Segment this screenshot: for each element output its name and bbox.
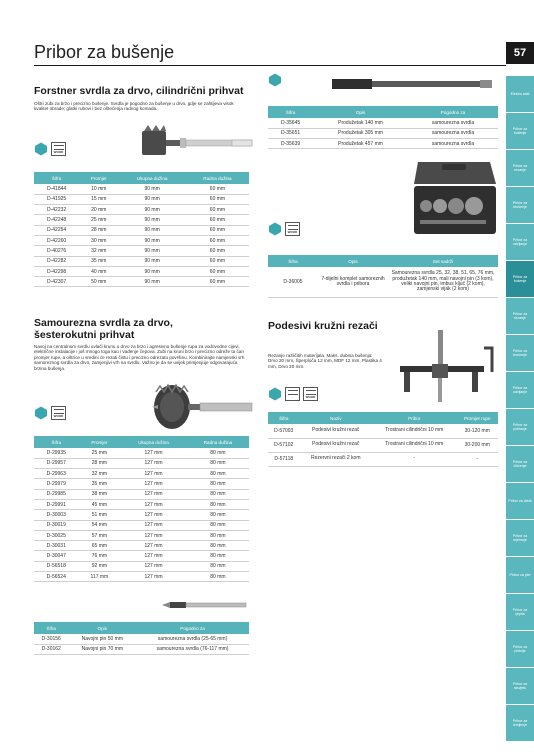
cell-code: D-30156: [34, 634, 69, 644]
column-header: Promjer rupe: [456, 412, 498, 424]
wood-material-icon: ·: [285, 387, 300, 401]
table-row: [268, 424, 498, 438]
threaded-pin-table: [34, 622, 249, 655]
cell-total-length: 90 mm: [118, 215, 186, 225]
column-header: Šifra: [268, 255, 318, 267]
cell-diameter: 92 mm: [79, 561, 121, 571]
cell-working-length: 60 mm: [186, 205, 249, 215]
column-header: Ukupna dužina: [118, 172, 186, 184]
wood-material-icon: WOOD: [51, 406, 66, 420]
side-tab[interactable]: Pribor za rasvjetu: [506, 668, 534, 704]
table-row: [34, 448, 249, 458]
cell-total-length: 90 mm: [118, 256, 186, 266]
cell-working-length: 80 mm: [187, 499, 249, 509]
column-header: Promjer: [79, 172, 118, 184]
table-row: [34, 194, 249, 204]
cell-total-length: 127 mm: [120, 458, 187, 468]
cell-total-length: 127 mm: [120, 530, 187, 540]
table-row: [34, 479, 249, 489]
cell-code: D-30003: [34, 510, 79, 520]
cell-total-length: 127 mm: [120, 551, 187, 561]
cell-working-length: 60 mm: [186, 266, 249, 276]
column-header: Pogodno za: [136, 622, 249, 634]
cell-diameter: 51 mm: [79, 510, 121, 520]
table-row: [34, 644, 249, 654]
drill-set-case-image: [412, 160, 498, 238]
table-row: [268, 452, 498, 466]
forstner-table: [34, 172, 249, 287]
cell-code: D-29935: [34, 448, 79, 458]
table-row: [34, 499, 249, 509]
side-tab[interactable]: Pribor za dleta: [506, 483, 534, 519]
column-header: Opis: [313, 106, 408, 118]
cell-accessory: Trostrani cilindrični 10 mm: [372, 424, 456, 438]
column-header: Radna dužina: [186, 172, 249, 184]
cell-working-length: 80 mm: [187, 520, 249, 530]
cell-working-length: 80 mm: [187, 541, 249, 551]
cell-hole-diameter: 30-120 mm: [456, 424, 498, 438]
cell-description: 7-dijelni komplet samoreznih svrdla i pribora: [318, 267, 388, 297]
cell-total-length: 90 mm: [118, 246, 186, 256]
column-header: Šifra: [34, 436, 79, 448]
cell-diameter: 40 mm: [79, 266, 118, 276]
table-row: [34, 530, 249, 540]
cell-working-length: 80 mm: [187, 489, 249, 499]
column-header: Šifra: [34, 622, 69, 634]
set-icons: [268, 222, 300, 236]
cell-code: D-42307: [34, 277, 79, 287]
cell-code: D-57118: [268, 452, 299, 466]
cell-code: D-30047: [34, 551, 79, 561]
cell-code: D-35639: [268, 139, 313, 149]
self-feed-title: Samourezna svrdla za drvo, šesterokutni prihvat: [34, 317, 173, 341]
side-tab-active[interactable]: Pribor za bušenje: [506, 261, 534, 297]
side-tab[interactable]: Pribor za brušenje: [506, 187, 534, 223]
cell-suitable-for: samourezna svrdla (25-65 mm): [136, 634, 249, 644]
set-table: [268, 255, 498, 298]
table-row: [268, 118, 498, 128]
side-tab[interactable]: Elektro alati: [506, 76, 534, 112]
column-header: Naziv: [299, 412, 372, 424]
cell-total-length: 127 mm: [120, 469, 187, 479]
forstner-bit-image: [140, 123, 260, 163]
table-row: [34, 205, 249, 215]
cell-description: Navojni pin 70 mm: [69, 644, 137, 654]
table-row: [34, 572, 249, 582]
cell-name: Podesivi kružni rezač: [299, 438, 372, 452]
cell-name: Rezervni rezači 2 kom: [299, 452, 372, 466]
table-row: [268, 438, 498, 452]
cell-total-length: 90 mm: [118, 235, 186, 245]
extension-bar-image: [330, 76, 498, 92]
table-row: [34, 458, 249, 468]
cell-code: D-57093: [268, 424, 299, 438]
table-row: [34, 277, 249, 287]
side-tab[interactable]: Pribor za mjerenje: [506, 520, 534, 556]
table-row: [34, 256, 249, 266]
table-row: [34, 551, 249, 561]
cell-diameter: 76 mm: [79, 551, 121, 561]
side-tab[interactable]: Pribor za rezanje: [506, 150, 534, 186]
table-header-row: [34, 436, 249, 448]
cell-code: D-42232: [34, 205, 79, 215]
column-header: Pogodno za: [408, 106, 498, 118]
table-row: [34, 561, 249, 571]
cell-working-length: 60 mm: [186, 256, 249, 266]
self-feed-bit-image: [150, 382, 260, 432]
table-row: [34, 520, 249, 530]
side-tab[interactable]: Pribor za odvijanje: [506, 224, 534, 260]
extension-icons: [268, 73, 282, 87]
column-header: Opis: [69, 622, 137, 634]
cell-diameter: 25 mm: [79, 215, 118, 225]
cell-total-length: 127 mm: [120, 520, 187, 530]
table-row: [34, 266, 249, 276]
column-header: Šifra: [34, 172, 79, 184]
circle-cutter-table: [268, 412, 498, 467]
table-row: [268, 139, 498, 149]
cell-code: D-29963: [34, 469, 79, 479]
cell-diameter: 57 mm: [79, 530, 121, 540]
side-tab[interactable]: Pribor za brušenje: [506, 335, 534, 371]
cell-diameter: 45 mm: [79, 499, 121, 509]
threaded-pin-image: [160, 596, 250, 614]
forstner-title: Forstner svrdla za drvo, cilindrični prihvat: [34, 85, 244, 97]
cell-working-length: 80 mm: [187, 510, 249, 520]
cell-code: D-29979: [34, 479, 79, 489]
side-tab[interactable]: Pribor za bušenje: [506, 113, 534, 149]
side-tab[interactable]: Pribor za čišćenje: [506, 446, 534, 482]
cell-total-length: 127 mm: [120, 541, 187, 551]
cell-code: D-30031: [34, 541, 79, 551]
cell-total-length: 127 mm: [120, 510, 187, 520]
column-header: Set sadrži: [388, 255, 498, 267]
cell-total-length: 127 mm: [120, 561, 187, 571]
cell-diameter: 20 mm: [79, 205, 118, 215]
table-row: [34, 634, 249, 644]
cell-diameter: 35 mm: [79, 256, 118, 266]
cell-diameter: 117 mm: [79, 572, 121, 582]
table-header-row: [268, 412, 498, 424]
side-tab[interactable]: Pribor za poliranje: [506, 409, 534, 445]
cell-code: D-30019: [34, 520, 79, 530]
side-tab[interactable]: Pribor za ljepila: [506, 594, 534, 630]
circle-cutter-description: Rezanje različitih materijala. Maks. dubina bušenja: Drvo 20 mm, Šperploča 12 mm, MDF 12 mm, Plastika 4 mm, Drvo 20 mm.: [268, 353, 382, 369]
cell-diameter: 50 mm: [79, 277, 118, 287]
table-row: [34, 246, 249, 256]
cell-total-length: 127 mm: [120, 448, 187, 458]
column-header: Promjer: [79, 436, 121, 448]
wood-material-icon: WOOD: [303, 387, 318, 401]
page-number: 57: [506, 42, 534, 64]
cell-working-length: 60 mm: [186, 246, 249, 256]
cell-diameter: 10 mm: [79, 184, 118, 194]
cell-working-length: 80 mm: [187, 551, 249, 561]
cell-total-length: 90 mm: [118, 277, 186, 287]
hexagon-shank-icon: [34, 142, 48, 156]
cell-total-length: 127 mm: [120, 499, 187, 509]
cell-code: D-29985: [34, 489, 79, 499]
cell-code: D-30162: [34, 644, 69, 654]
circle-cutter-image: [392, 328, 498, 404]
cell-total-length: 127 mm: [120, 479, 187, 489]
cell-accessory: Trostrani cilindrični 10 mm: [372, 438, 456, 452]
cell-diameter: 32 mm: [79, 469, 121, 479]
circle-cutter-icons: [268, 387, 318, 401]
table-row: [34, 510, 249, 520]
wood-material-icon: WOOD: [285, 222, 300, 236]
cell-description: Produžetak 305 mm: [313, 128, 408, 138]
cell-code: D-40276: [34, 246, 79, 256]
table-row: [268, 128, 498, 138]
cell-code: D-41844: [34, 184, 79, 194]
cell-code: D-42282: [34, 256, 79, 266]
cell-description: Produžetak 457 mm: [313, 139, 408, 149]
cell-suitable-for: samourezna svrdla: [408, 128, 498, 138]
cell-code: D-57102: [268, 438, 299, 452]
page-title: Pribor za bušenje: [34, 42, 175, 62]
cell-code: D-42254: [34, 225, 79, 235]
cell-diameter: 35 mm: [79, 479, 121, 489]
hexagon-shank-icon: [268, 387, 282, 401]
cell-code: D-30025: [34, 530, 79, 540]
cell-hole-diameter: 30-200 mm: [456, 438, 498, 452]
side-tab-navigation: [506, 76, 534, 742]
cell-working-length: 60 mm: [186, 277, 249, 287]
cell-diameter: 30 mm: [79, 235, 118, 245]
self-feed-icons: [34, 406, 66, 420]
cell-code: D-35651: [268, 128, 313, 138]
cell-diameter: 28 mm: [79, 458, 121, 468]
column-header: Radna dužina: [187, 436, 249, 448]
cell-total-length: 127 mm: [120, 572, 187, 582]
cell-name: Podesivi kružni rezač: [299, 424, 372, 438]
cell-total-length: 127 mm: [120, 489, 187, 499]
side-tab[interactable]: Pribor za odvijanje: [506, 372, 534, 408]
cell-diameter: 32 mm: [79, 246, 118, 256]
table-header-row: [34, 622, 249, 634]
cell-total-length: 90 mm: [118, 184, 186, 194]
cell-code: D-42248: [34, 215, 79, 225]
cell-code: D-41925: [34, 194, 79, 204]
column-header: Ukupna dužina: [120, 436, 187, 448]
cell-working-length: 80 mm: [187, 479, 249, 489]
self-feed-table: [34, 436, 249, 582]
cell-working-length: 60 mm: [186, 184, 249, 194]
extension-table: [268, 106, 498, 149]
column-header: Šifra: [268, 412, 299, 424]
cell-working-length: 80 mm: [187, 469, 249, 479]
side-tab[interactable]: Pribor za lemljenje: [506, 705, 534, 741]
cell-code: D-42298: [34, 266, 79, 276]
cell-working-length: 80 mm: [187, 561, 249, 571]
cell-working-length: 80 mm: [187, 530, 249, 540]
side-tab[interactable]: Pribor za rezanje: [506, 298, 534, 334]
table-header-row: [268, 106, 498, 118]
table-row: [34, 235, 249, 245]
cell-working-length: 60 mm: [186, 215, 249, 225]
hexagon-shank-icon: [268, 222, 282, 236]
cell-suitable-for: samourezna svrdla: [408, 118, 498, 128]
hexagon-shank-icon: [34, 406, 48, 420]
forstner-description: Oštri zubi za brzo i precizno bušenje. Svrdla je pogodno za bušenje u drvo, gdje se zahtijeva visok kvalitet obrade; glatki rubovi i bez oštećenja radnog komada.: [34, 101, 234, 112]
cell-diameter: 28 mm: [79, 225, 118, 235]
cell-diameter: 25 mm: [79, 448, 121, 458]
cell-set-contents: Samourezna svrdla 25, 32, 38, 51, 65, 76 mm, produžetak 140 mm, mali navojni pin (3 kom), veliki navojni pin, imbus ključ (2 kom), zamjenski vijak (2 kom): [388, 267, 498, 297]
column-header: Pribor: [372, 412, 456, 424]
cell-suitable-for: samourezna svrdla (76-117 mm): [136, 644, 249, 654]
cell-total-length: 90 mm: [118, 225, 186, 235]
cell-code: D-56518: [34, 561, 79, 571]
cell-code: D-35645: [268, 118, 313, 128]
wood-material-icon: WOOD: [51, 142, 66, 156]
cell-code: D-29991: [34, 499, 79, 509]
cell-hole-diameter: -: [456, 452, 498, 466]
cell-working-length: 60 mm: [186, 235, 249, 245]
table-header-row: [268, 255, 498, 267]
table-row: [34, 225, 249, 235]
table-row: [268, 267, 498, 297]
table-row: [34, 489, 249, 499]
cell-code: D-29957: [34, 458, 79, 468]
cell-total-length: 90 mm: [118, 205, 186, 215]
hexagon-shank-icon: [268, 73, 282, 87]
side-tab[interactable]: Pribor za pile: [506, 557, 534, 593]
cell-total-length: 90 mm: [118, 266, 186, 276]
cell-description: Produžetak 140 mm: [313, 118, 408, 128]
table-row: [34, 469, 249, 479]
cell-working-length: 60 mm: [186, 194, 249, 204]
title-divider: [34, 65, 506, 66]
table-row: [34, 215, 249, 225]
cell-code: D-42260: [34, 235, 79, 245]
self-feed-description: Navoj na centralnom svrdlu uvlači krunu u drvo za brzo i agresivno bušenje rupa za vodovodne cijevi, električne instalacije i još mnogo toga kao i vađenje čepova. Zubi na kruni brzo i precizno odreže ta čan promjer rupe, a oštrice u sredini će rezati čistu i precizno odrezatu površinu. Kombinirajte namjenski vrh samoreznog svrdla za drvo, zamjenjivi vrh na svrdlu. Važno je da se uvijek primjenjuje odgovarajuća brzina bušenja.: [34, 344, 245, 371]
side-tab[interactable]: Pribor za pištolje: [506, 631, 534, 667]
table-row: [34, 184, 249, 194]
column-header: Opis: [318, 255, 388, 267]
cell-working-length: 80 mm: [187, 448, 249, 458]
column-header: Šifra: [268, 106, 313, 118]
cell-code: D-36005: [268, 267, 318, 297]
cell-diameter: 65 mm: [79, 541, 121, 551]
cell-code: D-56524: [34, 572, 79, 582]
cell-accessory: -: [372, 452, 456, 466]
forstner-icons: [34, 142, 66, 156]
cell-suitable-for: samourezna svrdla: [408, 139, 498, 149]
circle-cutter-title: Podesivi kružni rezači: [268, 320, 378, 332]
cell-description: Navojni pin 50 mm: [69, 634, 137, 644]
table-row: [34, 541, 249, 551]
cell-diameter: 54 mm: [79, 520, 121, 530]
cell-working-length: 60 mm: [186, 225, 249, 235]
cell-working-length: 80 mm: [187, 458, 249, 468]
cell-diameter: 38 mm: [79, 489, 121, 499]
cell-diameter: 15 mm: [79, 194, 118, 204]
table-header-row: [34, 172, 249, 184]
cell-total-length: 90 mm: [118, 194, 186, 204]
cell-working-length: 80 mm: [187, 572, 249, 582]
